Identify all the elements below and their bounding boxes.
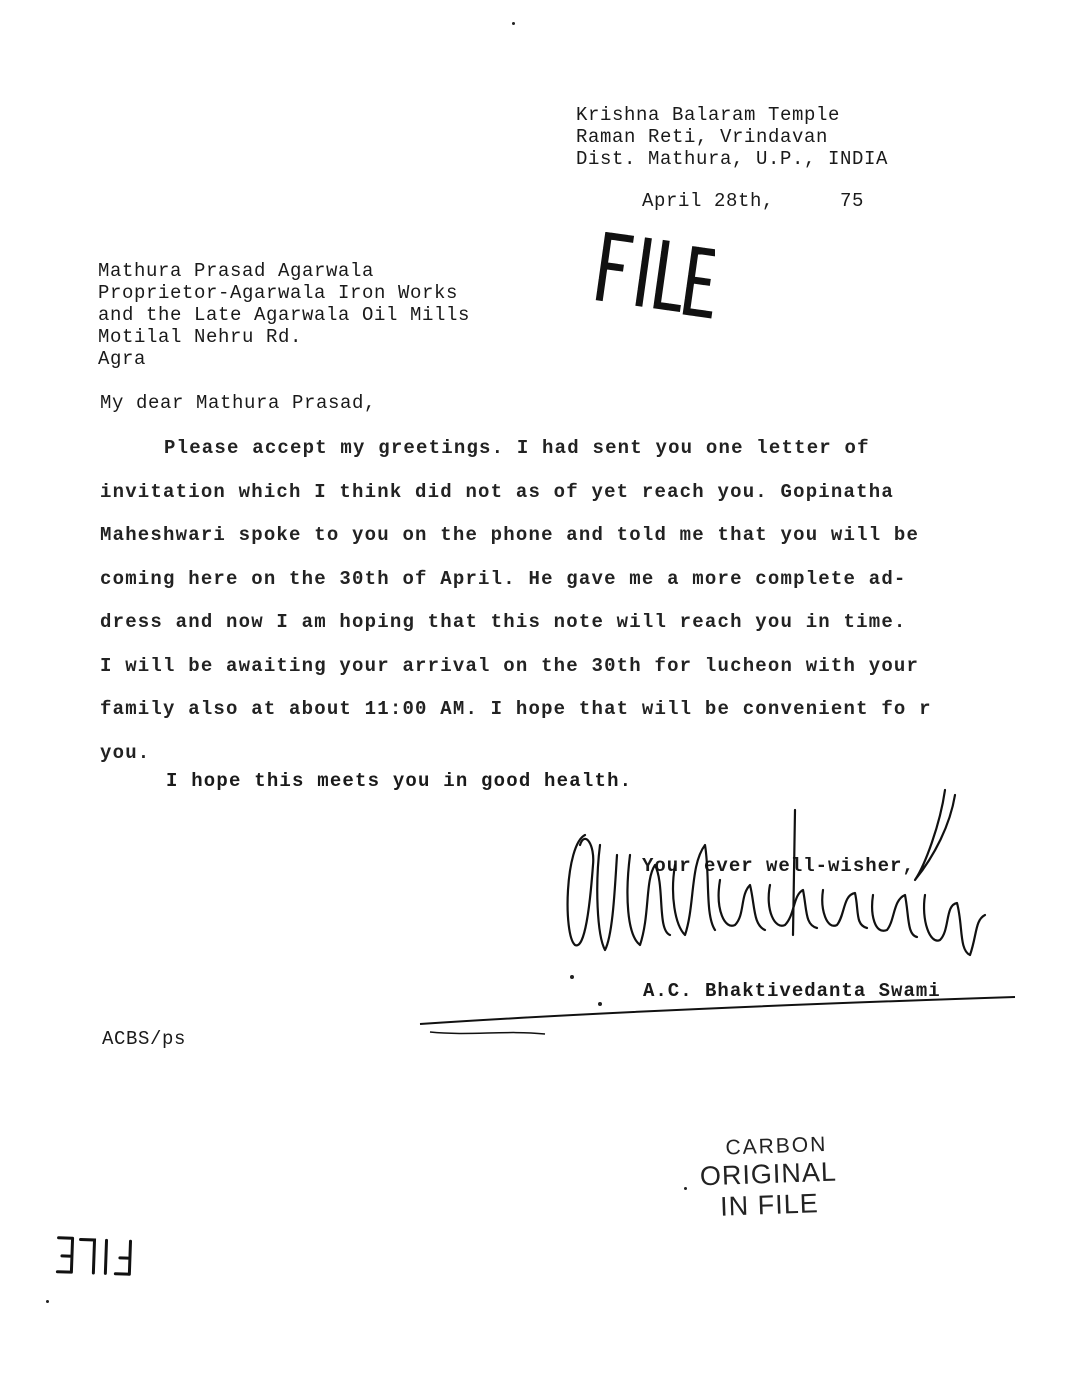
carbon-stamp xyxy=(699,1133,839,1224)
date-year: 75 xyxy=(840,190,865,212)
small-file-stamp xyxy=(50,1225,140,1285)
body-line: I will be awaiting your arrival on the 30th for lucheon with your xyxy=(100,654,920,677)
carbon-stamp-line: IN FILE xyxy=(719,1188,820,1222)
body-line: coming here on the 30th of April. He gave me a more complete ad- xyxy=(100,567,907,590)
sign-off: Your ever well-wisher, xyxy=(642,855,915,877)
salutation: My dear Mathura Prasad, xyxy=(100,392,377,414)
closing-line: I hope this meets you in good health. xyxy=(166,770,633,792)
speck xyxy=(512,22,515,25)
body-line: Maheshwari spoke to you on the phone and told me that you will be xyxy=(100,524,920,546)
signer-name: A.C. Bhaktivedanta Swami xyxy=(643,980,941,1002)
body-line: Please accept my greetings. I had sent you one letter of xyxy=(164,437,870,459)
body-line: dress and now I am hoping that this note will reach you in time. xyxy=(100,611,907,633)
date-text: April 28th, xyxy=(642,190,775,212)
reference-initials: ACBS/ps xyxy=(102,1028,187,1050)
letterhead-line: Krishna Balaram Temple xyxy=(576,104,841,126)
speck xyxy=(684,1187,687,1190)
body-line: you. xyxy=(100,741,151,764)
letterhead-line: Dist. Mathura, U.P., INDIA xyxy=(576,148,889,170)
letterhead-line: Raman Reti, Vrindavan xyxy=(576,126,829,148)
speck xyxy=(570,975,574,979)
recipient-line: Agra xyxy=(98,348,147,370)
recipient-line: Mathura Prasad Agarwala xyxy=(98,260,375,282)
recipient-line: Motilal Nehru Rd. xyxy=(98,326,303,348)
carbon-stamp-line: ORIGINAL xyxy=(699,1156,838,1192)
body-line: family also at about 11:00 AM. I hope that will be convenient fo r xyxy=(100,698,932,720)
speck xyxy=(598,1002,602,1006)
recipient-line: and the Late Agarwala Oil Mills xyxy=(98,304,471,326)
speck xyxy=(46,1300,49,1303)
body-line: invitation which I think did not as of yet reach you. Gopinatha xyxy=(100,480,894,503)
recipient-line: Proprietor-Agarwala Iron Works xyxy=(98,282,459,304)
carbon-stamp-line: CARBON xyxy=(725,1132,828,1160)
